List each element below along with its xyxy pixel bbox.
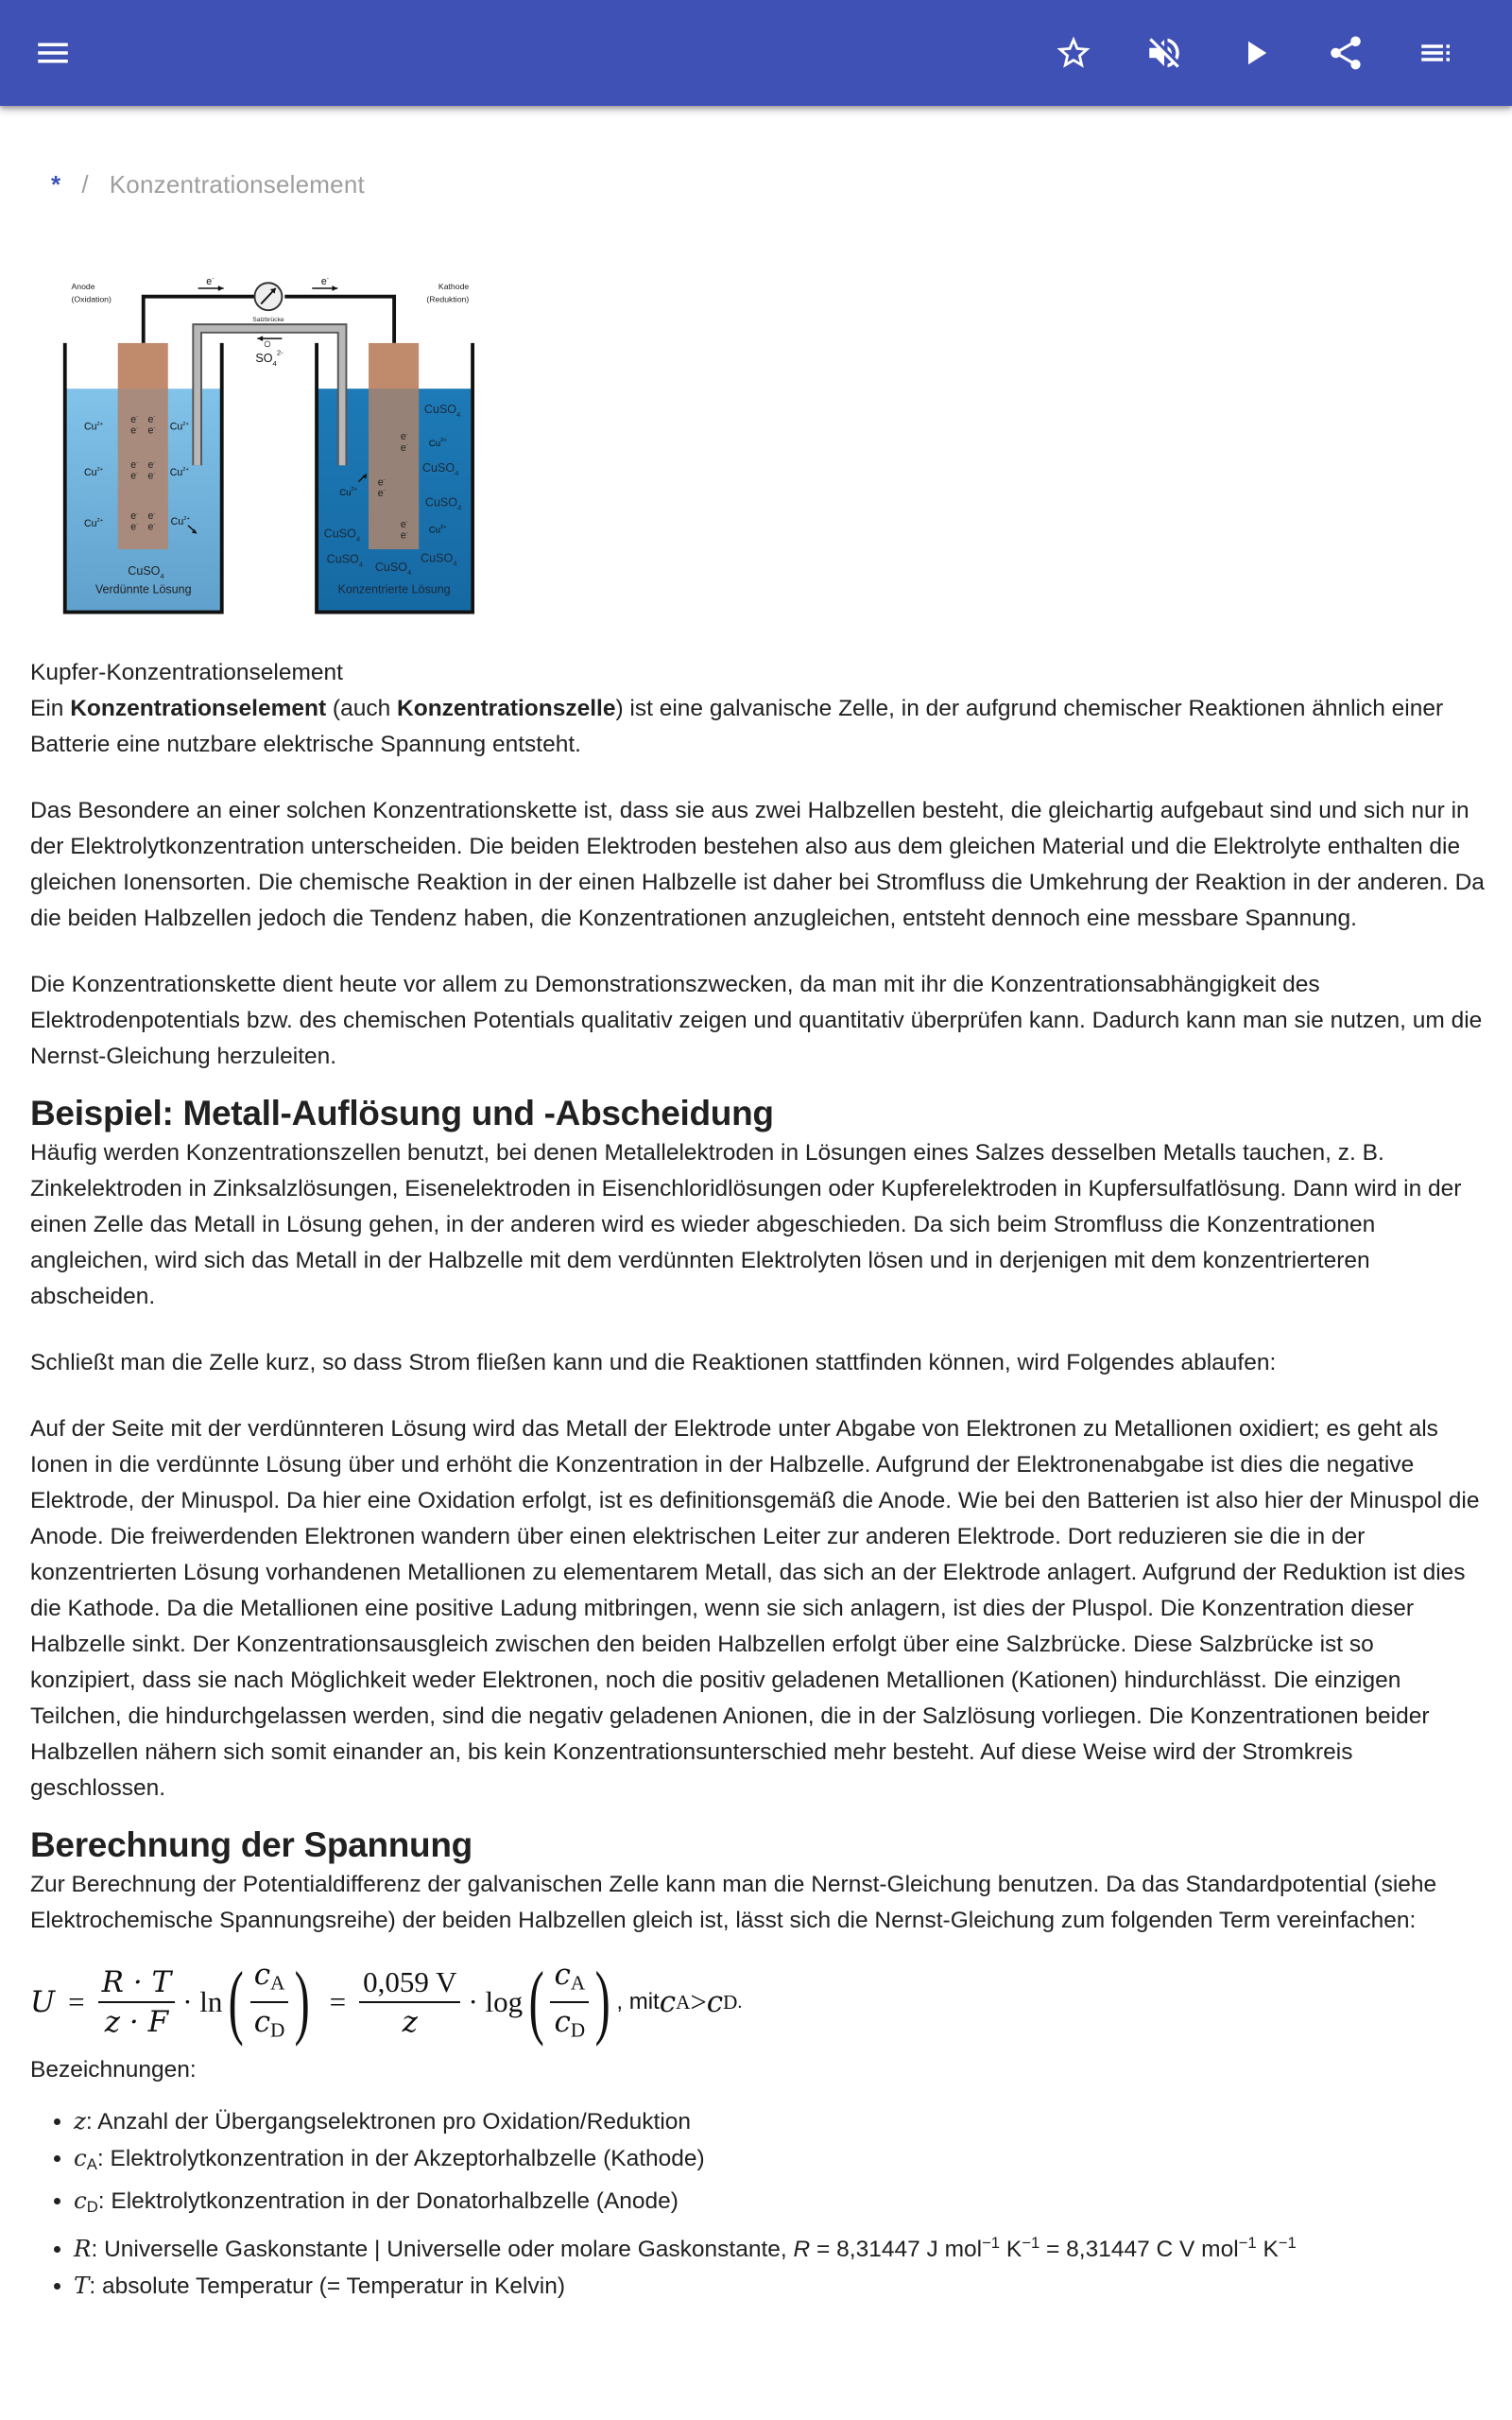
app-bar [0, 0, 1512, 106]
svg-text:CuSO4: CuSO$_4$ [423, 403, 461, 420]
sulfate-label: $SO_4^{2-}$ [255, 348, 284, 369]
breadcrumb-separator: / [81, 170, 89, 199]
svg-text:e-: e- [400, 441, 408, 454]
paragraph: Häufig werden Konzentrationszellen benutzt, bei denen Metallelektroden in Lösungen eines Salzes desselben Metalls tauchen, z. B. Zinkelektroden in Zinksalzlösungen, Eisenelektroden in Eisenchloridlösungen oder Kupferelektroden in Kupfersulfatlösung. Dann wird in der einen Zelle das Metall in Lösung gehen, in der anderen wird es wieder abgeschieden. Da sich beim Stromfluss die Konzentrationen angleichen, wird sich das Metall in der Halbzelle mit dem verdünnten Elektrolyten lösen und in derjenigen mit dem konzentrierteren abscheiden. [30, 1140, 1462, 1309]
paragraph: Zur Berechnung der Potentialdifferenz der galvanischen Zelle kann man die Nernst-Gleichung benutzen. Da das Standardpotential (siehe Elektrochemische Spannungsreihe) der beiden Halbzellen gleich ist, lässt sich die Nernst-Gleichung zum folgenden Term vereinfachen: [30, 1872, 1437, 1933]
left-solution-label: Verdünnte Lösung [94, 582, 192, 596]
svg-text:e-: e- [147, 521, 156, 533]
electron-label-left: e- [206, 275, 215, 288]
svg-text:e-: e- [147, 470, 156, 482]
kathode-sublabel: (Reduktion) [426, 294, 470, 304]
paragraph: Die Konzentrationskette dient heute vor allem zu Demonstrationszwecken, da man mit ihr die Konzentrationsabhängigkeit des Elektrodenpotentials bzw. des chemischen Potentials qualitativ zeigen und quantitativ überprüfen kann. Dadurch kann man sie nutzen, um die Nernst-Gleichung herzuleiten. [30, 972, 1483, 1069]
breadcrumb [51, 170, 365, 199]
symbol-legend [30, 2103, 1486, 2305]
svg-text:e-: e- [130, 459, 139, 472]
legend-item: • z: Anzahl der Übergangselektronen pro Oxidation/Reduktion [74, 2103, 1486, 2140]
menu-button[interactable] [23, 23, 83, 83]
salt-bridge-label: Salzbrücke [252, 316, 284, 323]
svg-text:Cu2+: $Cu^{2+}$ [339, 487, 358, 499]
play-icon [1235, 33, 1275, 73]
svg-text:e-: e- [130, 521, 139, 533]
svg-text:e-: e- [147, 424, 156, 437]
playlist-icon [1417, 33, 1456, 73]
section-heading-beispiel: Beispiel: Metall-Auflösung und -Abscheidung [30, 1094, 774, 1132]
kathode-label: Kathode [438, 281, 470, 291]
legend-item: • R: Universelle Gaskonstante | Universelle oder molare Gaskonstante, R = 8,31447 J mol$^{-1}$ $K^{-1} = 8,31447$ C V mol$^{-1}$ $K^{-1}$ [74, 2225, 1486, 2268]
svg-text:e-: e- [147, 413, 156, 425]
svg-text:e-: e- [400, 518, 408, 530]
svg-text:CuSO4: CuSO$_4$ [326, 552, 364, 569]
svg-text:CuSO4: CuSO$_4$ [323, 527, 361, 544]
svg-text:e-: e- [147, 510, 156, 523]
article-content [30, 655, 1486, 2305]
svg-text:Cu2+: $Cu^{2+}$ [170, 515, 190, 527]
svg-text:Cu2+: $Cu^{2+}$ [428, 524, 447, 536]
svg-text:e-: e- [147, 459, 156, 472]
intro-paragraph: Ein Konzentrationselement (auch Konzentrationszelle) ist eine galvanische Zelle, in der aufgrund chemischer Reaktionen ähnlich einer Batterie eine nutzbare elektrische Spannung entsteht. [30, 696, 1444, 757]
figure-caption: Kupfer-Konzentrationselement [30, 660, 343, 685]
svg-text:CuSO4: CuSO$_4$ [424, 495, 462, 512]
menu-icon [33, 33, 73, 73]
share-button[interactable] [1315, 23, 1376, 83]
svg-text:e-: e- [400, 431, 408, 443]
concentration-cell-diagram[interactable] [47, 263, 486, 628]
mute-button[interactable] [1134, 23, 1194, 83]
svg-text:Cu2+: $Cu^{2+}$ [84, 517, 104, 529]
play-button[interactable] [1225, 23, 1285, 83]
star-outline-icon [1054, 33, 1093, 73]
svg-text:e-: e- [130, 424, 139, 437]
svg-text:e-: e- [400, 529, 408, 542]
anode-sublabel: (Oxidation) [71, 294, 112, 304]
svg-text:Cu2+: $Cu^{2+}$ [169, 466, 189, 478]
svg-text:e-: e- [377, 476, 386, 489]
legend-heading: Bezeichnungen: [30, 2057, 197, 2083]
favorite-button[interactable] [1043, 23, 1104, 83]
paragraph: Auf der Seite mit der verdünnteren Lösung wird das Metall der Elektrode unter Abgabe von Elektronen zu Metallionen oxidiert; es geht als Ionen in die verdünnte Lösung über und erhöht die Konzentration in der Halbzelle. Aufgrund der Elektronenabgabe ist dies die negative Elektrode, der Minuspol. Da hier eine Oxidation erfolgt, ist es definitionsgemäß die Anode. Wie bei den Batterien ist also hier der Minuspol die Anode. Die freiwerdenden Elektronen wandern über einen elektrischen Leiter zur anderen Elektrode. Dort reduzieren sie die in der konzentrierten Lösung vorhandenen Metallionen zu elementarem Metall, das sich an der Elektrode anlagert. Aufgrund der Reduktion ist dies die Kathode. Da die Metallionen eine positive Ladung mitbringen, wenn sie sich anlagern, ist dies der Pluspol. Die Konzentration dieser Halbzelle sinkt. Der Konzentrationsausgleich zwischen den beiden Halbzellen erfolgt über eine Salzbrücke. Diese Salzbrücke ist so konzipiert, dass sie nach Möglichkeit weder Elektronen, noch die positiv geladenen Metallionen (Kationen) hindurchlässt. Die einzigen Teilchen, die hindurchgelassen werden, sind die negativ geladenen Anionen, die in der Salzlösung vorliegen. Die Konzentrationen beider Halbzellen nähern sich somit einander an, bis kein Konzentrationsunterschied mehr besteht. Auf diese Weise wird der Stromkreis geschlossen. [30, 1416, 1480, 1801]
breadcrumb-home-link[interactable]: * [51, 170, 61, 199]
volume-off-icon [1144, 33, 1184, 73]
legend-item: • $c_A$: Elektrolytkonzentration in der Akzeptorhalbzelle (Kathode) [74, 2140, 1486, 2183]
anode-label: Anode [71, 281, 95, 291]
left-cuso4: CuSO$_4$ [128, 564, 164, 580]
breadcrumb-current: Konzentrationselement [109, 170, 365, 199]
svg-text:CuSO4: CuSO$_4$ [421, 551, 457, 568]
nernst-formula: U = $\frac{R \cdot T}{z \cdot F}$ · ln ( $\frac{c_A}{c_D}$ ) = $\frac{0,059 V}{z}$ · log ( $\frac{c_A}{c_D}$ ) , mit c A > c D . [30, 1956, 743, 2048]
legend-item: • T: absolute Temperatur (= Temperatur in Kelvin) [74, 2268, 1486, 2305]
svg-text:e-: e- [377, 488, 386, 500]
section-heading-berechnung: Berechnung der Spannung [30, 1825, 472, 1864]
paragraph: Das Besondere an einer solchen Konzentrationskette ist, dass sie aus zwei Halbzellen besteht, die gleichartig aufgebaut sind und sich nur in der Elektrolytkonzentration unterscheiden. Die beiden Elektroden bestehen also aus dem gleichen Material und die Elektrolyte enthalten die gleichen Ionensorten. Die chemische Reaktion in der einen Halbzelle ist daher bei Stromfluss die Umkehrung der Reaktion in der anderen. Da die beiden Halbzellen jedoch die Tendenz haben, die Konzentrationen anzugleichen, entsteht dennoch eine messbare Spannung. [30, 798, 1485, 931]
svg-text:e-: e- [130, 470, 139, 482]
paragraph: Schließt man die Zelle kurz, so dass Strom fließen kann und die Reaktionen stattfinden können, wird Folgendes ablaufen: [30, 1350, 1277, 1375]
svg-text:CuSO4: CuSO$_4$ [374, 561, 412, 578]
svg-text:Cu2+: $Cu^{2+}$ [169, 421, 189, 433]
svg-text:Cu2+: $Cu^{2+}$ [84, 421, 104, 433]
svg-text:Cu2+: $Cu^{2+}$ [84, 466, 104, 478]
svg-text:CuSO4: CuSO$_4$ [422, 460, 459, 477]
svg-text:e-: e- [130, 510, 139, 523]
svg-text:Cu2+: $Cu^{2+}$ [428, 438, 447, 449]
legend-item: • $c_D$: Elektrolytkonzentration in der Donatorhalbzelle (Anode) [74, 2183, 1486, 2225]
right-solution-label: Konzentrierte Lösung [337, 582, 451, 596]
contents-button[interactable] [1406, 23, 1467, 83]
svg-text:e-: e- [130, 413, 139, 425]
share-icon [1326, 33, 1366, 73]
electron-label-right: e- [320, 275, 330, 288]
